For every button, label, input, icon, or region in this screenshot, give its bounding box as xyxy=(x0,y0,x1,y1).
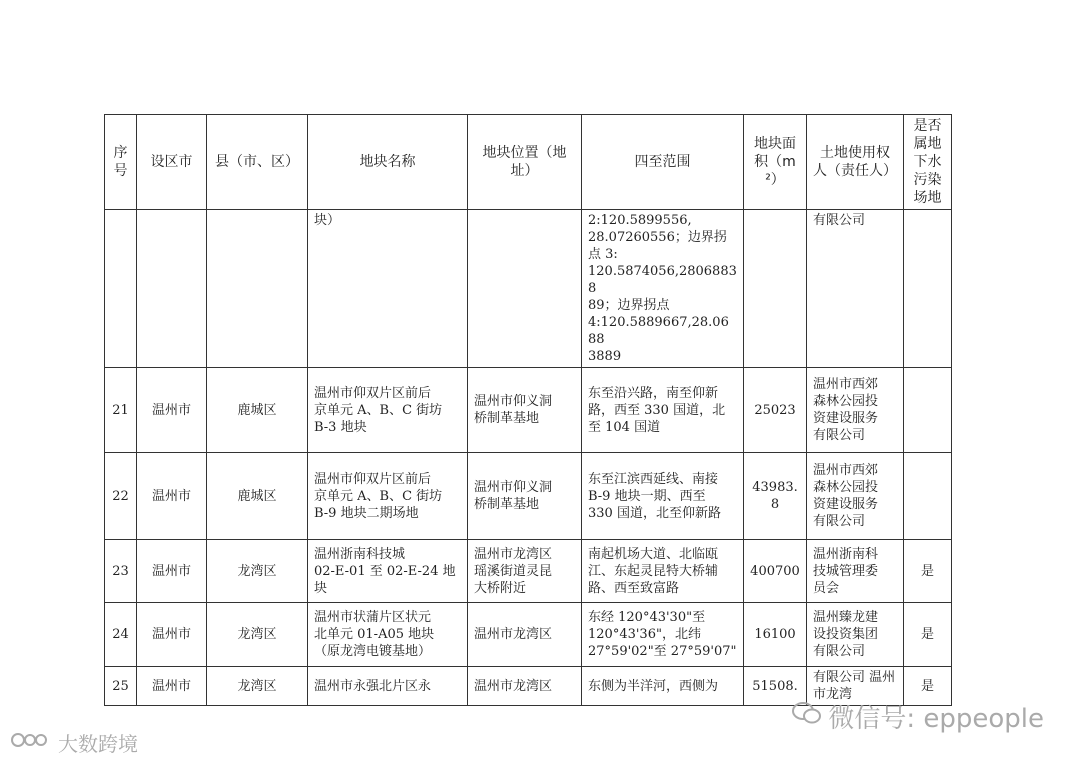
cell-city: 温州市 xyxy=(137,453,207,540)
table-header-row xyxy=(105,115,952,210)
cell-bounds: 南起机场大道、北临瓯 江、东起灵昆特大桥辅 路、西至致富路 xyxy=(582,540,744,603)
cell-plot-name: 温州市仰双片区前后 京单元 A、B、C 街坊 B-9 地块二期场地 xyxy=(308,453,468,540)
wechat-id-text: 微信号: eppeople xyxy=(828,704,1044,734)
land-plot-table xyxy=(104,114,952,706)
cell-bounds: 东经 120°43'30"至 120°43'36"，北纬 27°59'02"至 27°59'07" xyxy=(582,603,744,667)
cell-location xyxy=(468,210,582,368)
cell-location: 温州市仰义洞 桥制革基地 xyxy=(468,368,582,453)
wechat-watermark xyxy=(792,698,1044,735)
cell-bounds: 东至沿兴路，南至仰新 路，西至 330 国道，北 至 104 国道 xyxy=(582,368,744,453)
brand-watermark xyxy=(10,728,138,757)
cell-plot-name: 温州浙南科技城 02-E-01 至 02-E-24 地 块 xyxy=(308,540,468,603)
cell-county xyxy=(207,210,308,368)
header-plot-name: 地块名称 xyxy=(308,115,468,210)
cell-owner: 有限公司 温州市龙湾 xyxy=(807,667,904,706)
header-county: 县（市、区） xyxy=(207,115,308,210)
cell-bounds: 东侧为半洋河，西侧为 xyxy=(582,667,744,706)
header-serial-no: 序 号 xyxy=(105,115,137,210)
cell-plot-name: 块） xyxy=(308,210,468,368)
cell-area: 16100 xyxy=(744,603,807,667)
cell-owner: 有限公司 xyxy=(807,210,904,368)
header-city: 设区市 xyxy=(137,115,207,210)
cell-groundwater: 是 xyxy=(904,603,952,667)
table-row xyxy=(105,210,952,368)
cell-location: 温州市龙湾区 xyxy=(468,603,582,667)
cell-owner: 温州市西郊 森林公园投 资建设服务 有限公司 xyxy=(807,368,904,453)
cell-area: 51508. xyxy=(744,667,807,706)
cell-owner: 温州浙南科 技城管理委 员会 xyxy=(807,540,904,603)
cell-bounds: 2:120.5899556, 28.07260556；边界拐 点 3: 120.5874056,28068838 89；边界拐点 4:120.5889667,28.0688 3889 xyxy=(582,210,744,368)
cell-no: 25 xyxy=(105,667,137,706)
table-row xyxy=(105,453,952,540)
cell-no: 23 xyxy=(105,540,137,603)
cell-area: 400700 xyxy=(744,540,807,603)
cell-owner: 温州市西郊 森林公园投 资建设服务 有限公司 xyxy=(807,453,904,540)
cell-city: 温州市 xyxy=(137,667,207,706)
cell-plot-name: 温州市永强北片区永 xyxy=(308,667,468,706)
cell-area: 25023 xyxy=(744,368,807,453)
cell-county: 龙湾区 xyxy=(207,667,308,706)
cell-area: 43983. 8 xyxy=(744,453,807,540)
header-groundwater: 是否属地 下水污染 场地 xyxy=(904,115,952,210)
header-area: 地块面 积（m²） xyxy=(744,115,807,210)
cell-no: 21 xyxy=(105,368,137,453)
cell-plot-name: 温州市状蒲片区状元 北单元 01-A05 地块 （原龙湾电镀基地） xyxy=(308,603,468,667)
cell-county: 龙湾区 xyxy=(207,603,308,667)
cell-groundwater xyxy=(904,453,952,540)
cell-groundwater xyxy=(904,368,952,453)
table-row xyxy=(105,540,952,603)
cell-location: 温州市龙湾区 瑶溪街道灵昆 大桥附近 xyxy=(468,540,582,603)
cell-groundwater xyxy=(904,210,952,368)
cell-location: 温州市龙湾区 xyxy=(468,667,582,706)
table-row xyxy=(105,368,952,453)
cell-no: 24 xyxy=(105,603,137,667)
brand-logo-icon xyxy=(10,730,54,755)
header-owner: 土地使用权 人（责任人） xyxy=(807,115,904,210)
cell-no: 22 xyxy=(105,453,137,540)
cell-location: 温州市仰义洞 桥制革基地 xyxy=(468,453,582,540)
cell-city: 温州市 xyxy=(137,603,207,667)
table-row xyxy=(105,603,952,667)
cell-groundwater: 是 xyxy=(904,540,952,603)
cell-bounds: 东至江滨西延线、南接 B-9 地块一期、西至 330 国道，北至仰新路 xyxy=(582,453,744,540)
cell-city xyxy=(137,210,207,368)
cell-city: 温州市 xyxy=(137,368,207,453)
header-boundaries: 四至范围 xyxy=(582,115,744,210)
brand-watermark-text: 大数跨境 xyxy=(58,732,138,756)
cell-groundwater: 是 xyxy=(904,667,952,706)
cell-area xyxy=(744,210,807,368)
cell-city: 温州市 xyxy=(137,540,207,603)
cell-plot-name: 温州市仰双片区前后 京单元 A、B、C 街坊 B-3 地块 xyxy=(308,368,468,453)
cell-no xyxy=(105,210,137,368)
cell-owner: 温州臻龙建 设投资集团 有限公司 xyxy=(807,603,904,667)
wechat-icon xyxy=(792,701,822,732)
cell-county: 鹿城区 xyxy=(207,453,308,540)
header-plot-location: 地块位置（地 址） xyxy=(468,115,582,210)
cell-county: 龙湾区 xyxy=(207,540,308,603)
cell-county: 鹿城区 xyxy=(207,368,308,453)
